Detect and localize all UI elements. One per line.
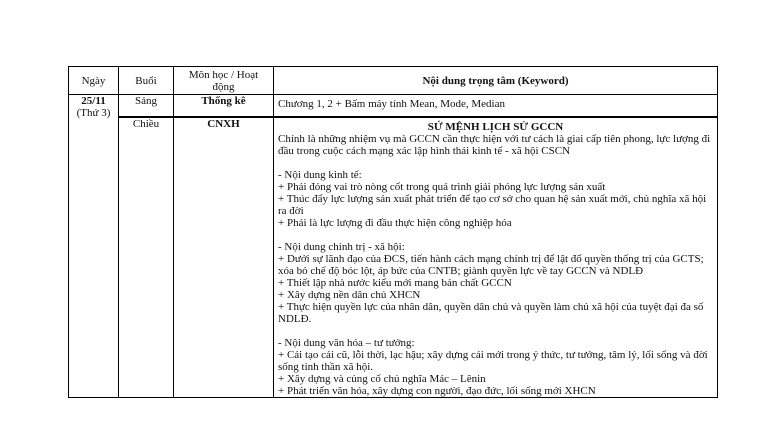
section-item: + Dưới sự lãnh đạo của ĐCS, tiến hành cách mạng chính trị để lật đổ quyền thống trị của GCTS; xóa bỏ chế độ bóc lột, áp bức của CNTB; giành quyền lực về tay GCCN và NDLĐ xyxy=(278,253,704,277)
header-row xyxy=(69,67,718,95)
session-cell: Chiều xyxy=(119,117,174,398)
subject-cell: CNXH xyxy=(174,117,274,398)
header-day: Ngày xyxy=(69,67,119,95)
day-date: 25/11 xyxy=(81,95,106,107)
section-item: + Thực hiện quyền lực của nhân dân, quyền dân chủ và quyền làm chủ xã hội của tuyệt đại đa số NDLĐ. xyxy=(278,301,704,325)
day-weekday: (Thứ 3) xyxy=(76,107,111,119)
section-heading: - Nội dung văn hóa – tư tưởng: xyxy=(278,337,415,349)
section-heading: - Nội dung kinh tế: xyxy=(278,169,362,181)
subject-cell: Thống kê xyxy=(174,95,274,118)
content-intro: Chính là những nhiệm vụ mà GCCN cần thực hiện với tư cách là giai cấp tiên phong, lực lượng đi đầu trong cuộc cách mạng xác lập hình thái kinh tế - xã hội CSCN xyxy=(278,133,711,157)
content-cell xyxy=(274,117,718,398)
header-content: Nội dung trọng tâm (Keyword) xyxy=(274,67,718,95)
schedule-table xyxy=(68,66,718,398)
section-item: + Phải đóng vai trò nòng cốt trong quá trình giải phóng lực lượng sản xuất xyxy=(278,181,606,193)
table-row xyxy=(69,117,718,398)
section-item: + Phát triển văn hóa, xây dựng con người, đạo đức, lối sống mới XHCN xyxy=(278,385,596,397)
section-item: + Thúc đẩy lực lượng sản xuất phát triển để tạo cơ sở cho quan hệ sản xuất mới, chủ nghĩa xã hội ra đời xyxy=(278,193,707,217)
day-cell xyxy=(69,95,119,398)
table-row xyxy=(69,95,718,118)
session-cell: Sáng xyxy=(119,95,174,118)
content-title: SỨ MỆNH LỊCH SỬ GCCN xyxy=(427,121,564,133)
section-item: + Phải là lực lượng đi đầu thực hiện công nghiệp hóa xyxy=(278,217,512,229)
section-item: + Xây dựng nền dân chủ XHCN xyxy=(278,289,421,301)
section-item: + Thiết lập nhà nước kiểu mới mang bản chất GCCN xyxy=(278,277,512,289)
header-session: Buổi xyxy=(119,67,174,95)
section-heading: - Nội dung chính trị - xã hội: xyxy=(278,241,405,253)
content-cell: Chương 1, 2 + Bấm máy tính Mean, Mode, Median xyxy=(274,95,718,118)
section-item: + Xây dựng và củng cố chủ nghĩa Mác – Lênin xyxy=(278,373,486,385)
header-subject: Môn học / Hoạt động xyxy=(174,67,274,95)
section-item: + Cải tạo cái cũ, lỗi thời, lạc hậu; xây dựng cái mới trong ý thức, tư tưởng, tâm lý, lối sống và đời sống tinh thần xã hội. xyxy=(278,349,708,373)
